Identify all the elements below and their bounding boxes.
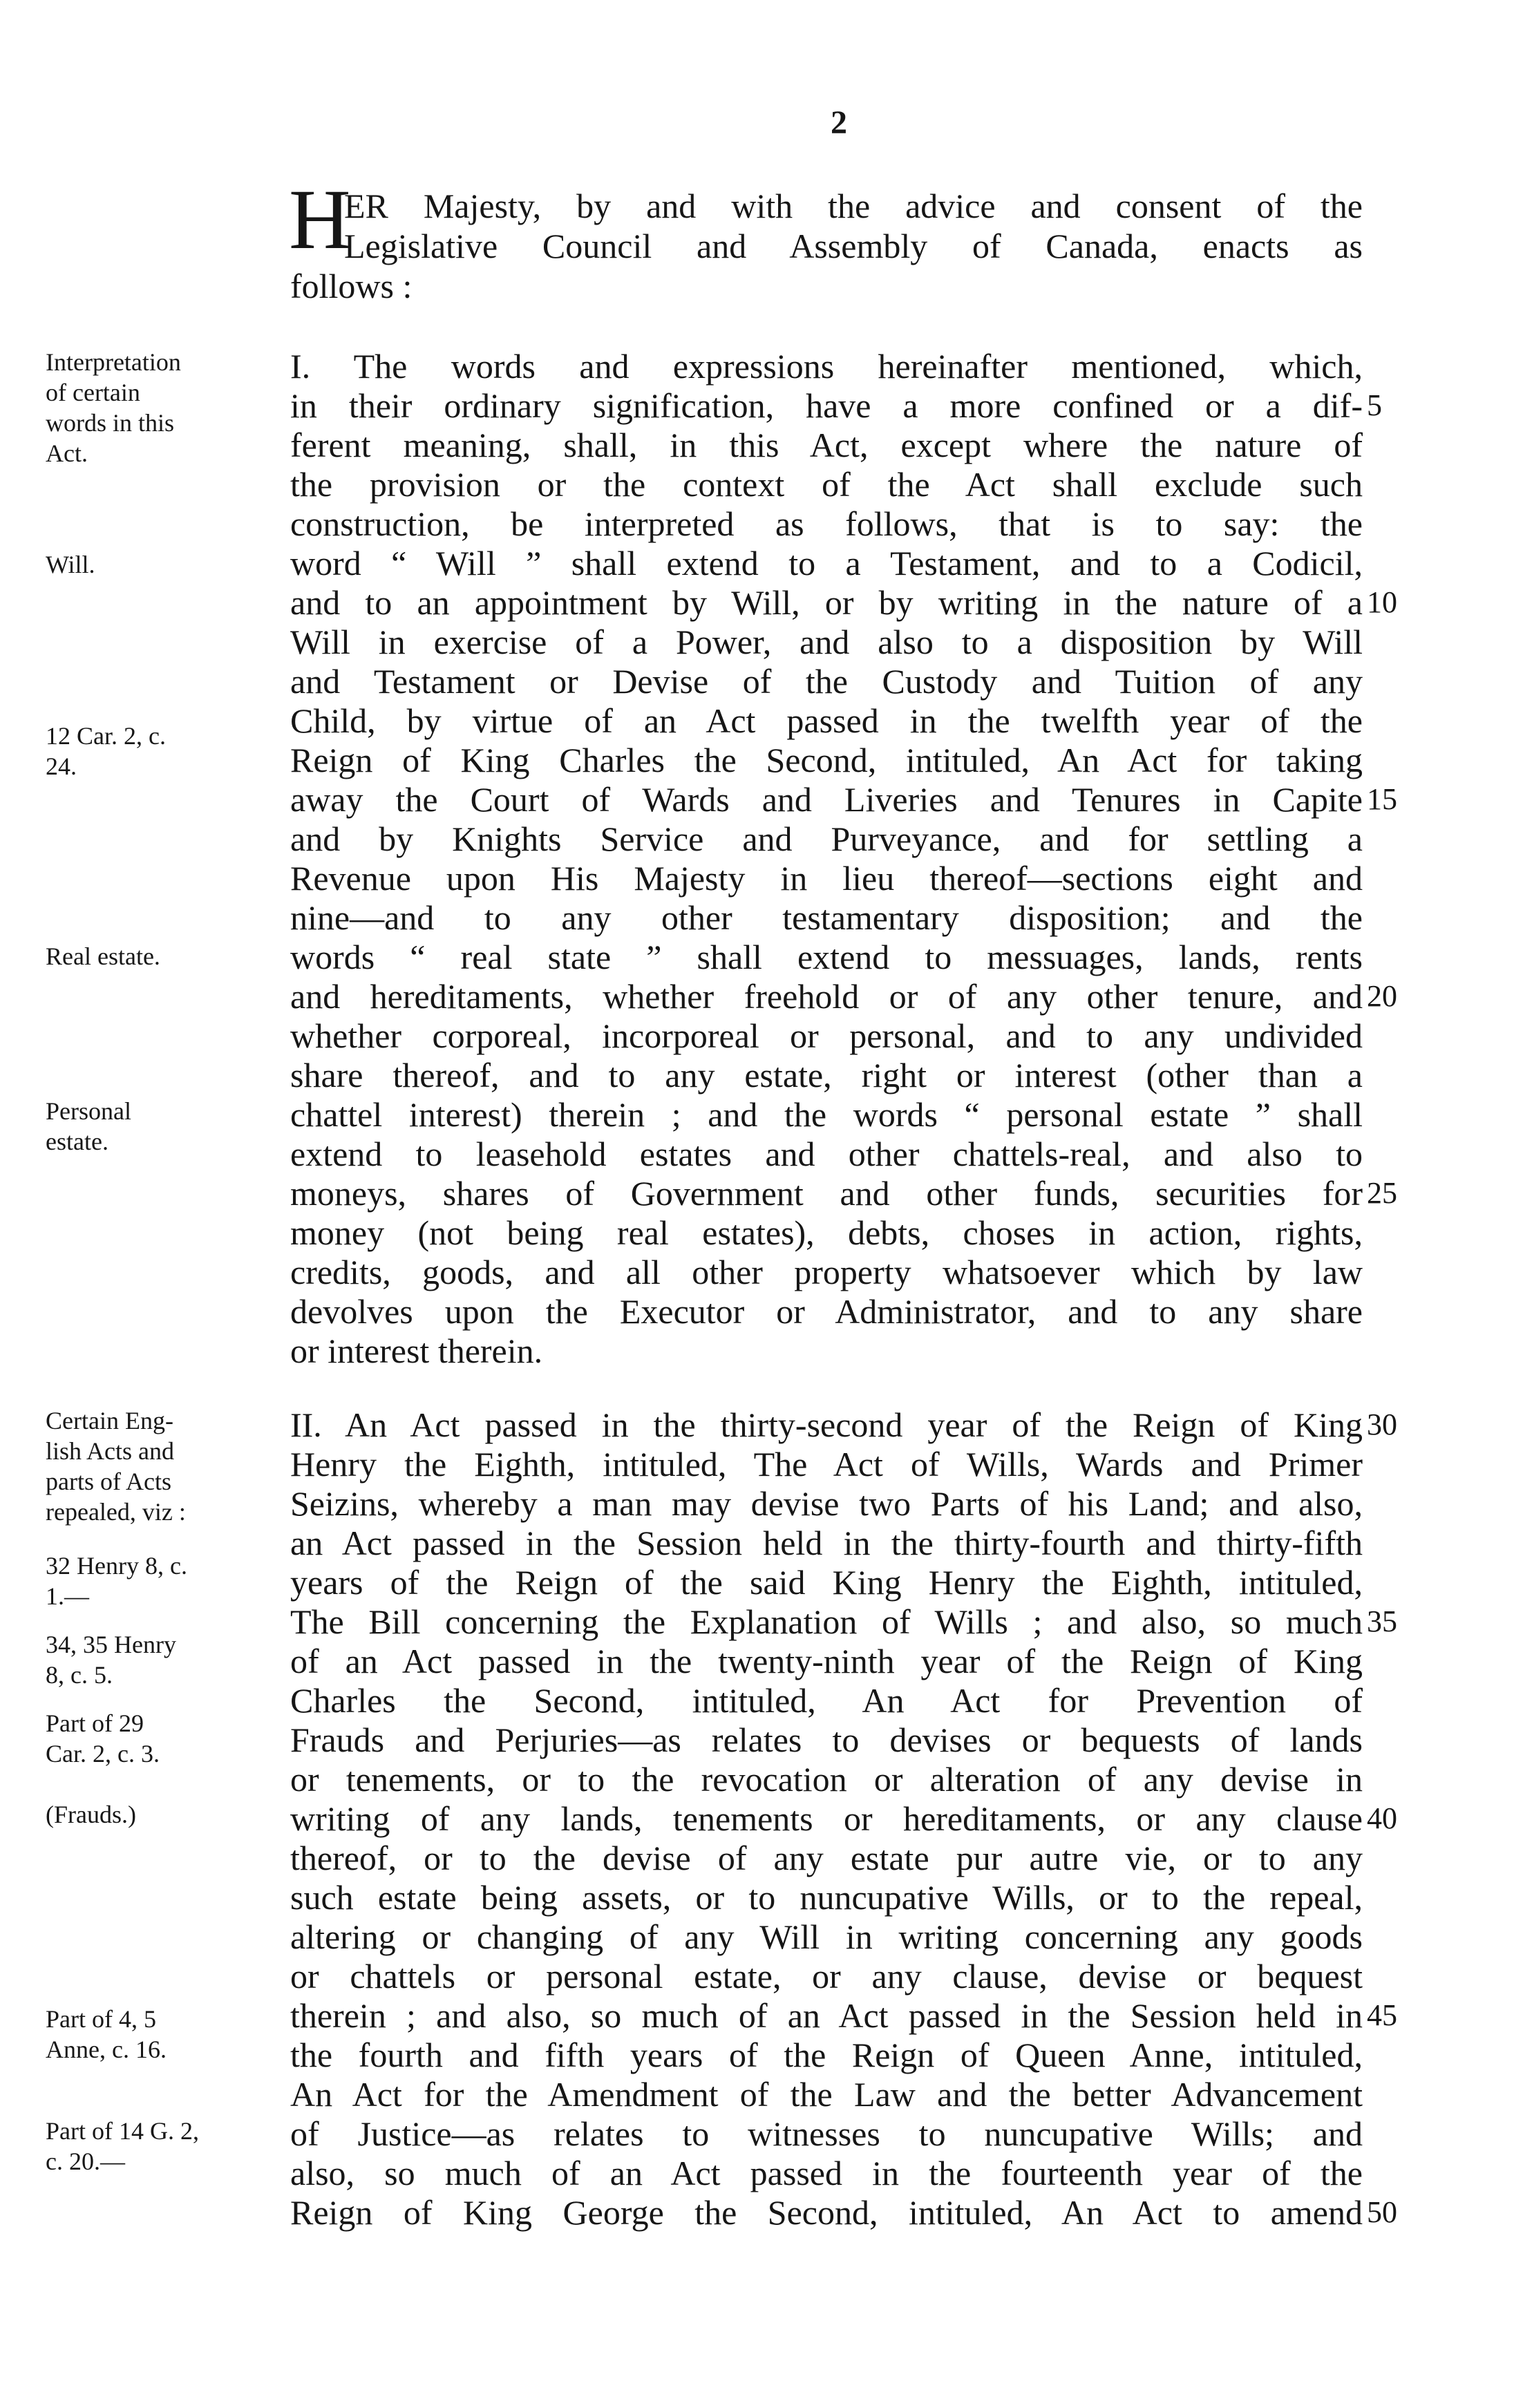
enacting-line: ER Majesty, by and with the advice and consent of the (344, 187, 1363, 225)
section-line: nine—and to any other testamentary disposition; and the (290, 898, 1363, 937)
section-line: words “ real state ” shall extend to messuages, lands, rents (290, 938, 1363, 976)
section-line: devolves upon the Executor or Administrator, and to any share (290, 1292, 1363, 1331)
section-line: years of the Reign of the said King Henry the Eighth, intituled, (290, 1563, 1363, 1602)
section-line: extend to leasehold estates and other chattels-real, and also to (290, 1135, 1363, 1173)
margin-note-frauds (46, 1799, 274, 1830)
section-line: or tenements, or to the revocation or alteration of any devise in (290, 1760, 1363, 1799)
section-line: and Testament or Devise of the Custody and Tuition of any (290, 662, 1363, 701)
margin-note-henry8-c5 (46, 1629, 274, 1690)
section-line: Will in exercise of a Power, and also to a disposition by Will (290, 623, 1363, 661)
line-number: 15 (1367, 782, 1397, 816)
section-line: whether corporeal, incorporeal or personal, and to any undivided (290, 1016, 1363, 1055)
section-line: in their ordinary signification, have a more confined or a dif- (290, 386, 1363, 425)
section-line: credits, goods, and all other property whatsoever which by law (290, 1253, 1363, 1291)
line-number: 40 (1367, 1801, 1397, 1835)
margin-note-line: Real estate. (46, 942, 160, 970)
section-line: Reign of King Charles the Second, intituled, An Act for taking (290, 741, 1363, 779)
section-line: writing of any lands, tenements or hereditaments, or any clause (290, 1799, 1363, 1838)
margin-note-line: Act. (46, 439, 88, 467)
margin-note-line: Part of 4, 5 (46, 2005, 156, 2033)
section-line: construction, be interpreted as follows, that is to say: the (290, 504, 1363, 543)
margin-note-line: 24. (46, 752, 77, 780)
section-line: Seizins, whereby a man may devise two Parts of his Land; and also, (290, 1484, 1363, 1523)
margin-note-car2-c3 (46, 1708, 274, 1769)
margin-note-anne-c16 (46, 2004, 274, 2065)
section-line: share thereof, and to any estate, right or interest (other than a (290, 1056, 1363, 1094)
section-line: I. The words and expressions hereinafter mentioned, which, (290, 347, 1363, 386)
section-line: such estate being assets, or to nuncupative Wills, or to the repeal, (290, 1878, 1363, 1917)
margin-note-line: parts of Acts (46, 1468, 171, 1495)
section-line: Child, by virtue of an Act passed in the twelfth year of the (290, 701, 1363, 740)
margin-note-line: Personal (46, 1097, 131, 1125)
section-line: away the Court of Wards and Liveries and Tenures in Capite (290, 780, 1363, 819)
section-line: The Bill concerning the Explanation of Wills ; and also, so much (290, 1602, 1363, 1641)
margin-note-line: Will. (46, 551, 95, 578)
line-number: 30 (1367, 1407, 1397, 1441)
section-line: or interest therein. (290, 1331, 543, 1370)
section-line: ferent meaning, shall, in this Act, except where the nature of (290, 426, 1363, 464)
margin-note-line: estate. (46, 1128, 108, 1155)
section-line: Charles the Second, intituled, An Act for Prevention of (290, 1681, 1363, 1720)
line-number: 10 (1367, 585, 1397, 619)
section-line: moneys, shares of Government and other funds, securities for (290, 1174, 1363, 1213)
margin-note-line: Anne, c. 16. (46, 2036, 167, 2063)
section-line: the fourth and fifth years of the Reign of Queen Anne, intituled, (290, 2036, 1363, 2074)
margin-note-line: words in this (46, 409, 175, 437)
page-number: 2 (831, 104, 847, 141)
section-line: money (not being real estates), debts, choses in action, rights, (290, 1213, 1363, 1252)
section-line: the provision or the context of the Act shall exclude such (290, 465, 1363, 504)
drop-cap: H (289, 172, 351, 267)
section-line: of an Act passed in the twenty-ninth year of the Reign of King (290, 1642, 1363, 1680)
margin-note-line: (Frauds.) (46, 1801, 136, 1828)
margin-note-real-estate (46, 941, 274, 971)
margin-note-line: lish Acts and (46, 1437, 174, 1465)
margin-note-henry8-c1 (46, 1551, 274, 1611)
section-line: also, so much of an Act passed in the fourteenth year of the (290, 2154, 1363, 2192)
section-line: an Act passed in the Session held in the thirty-fourth and thirty-fifth (290, 1524, 1363, 1562)
section-line: thereof, or to the devise of any estate pur autre vie, or to any (290, 1839, 1363, 1877)
margin-note-line: 8, c. 5. (46, 1661, 113, 1689)
section-line: Reign of King George the Second, intituled, An Act to amend (290, 2193, 1363, 2232)
line-number: 5 (1367, 388, 1382, 422)
section-line: of Justice—as relates to witnesses to nuncupative Wills; and (290, 2114, 1363, 2153)
section-line: and by Knights Service and Purveyance, and for settling a (290, 819, 1363, 858)
margin-note-line: Part of 29 (46, 1709, 144, 1737)
margin-note-line: 34, 35 Henry (46, 1631, 176, 1658)
section-line: An Act for the Amendment of the Law and the better Advancement (290, 2075, 1363, 2114)
margin-note-will (46, 549, 274, 580)
line-number: 45 (1367, 1998, 1397, 2032)
section-line: Henry the Eighth, intituled, The Act of Wills, Wards and Primer (290, 1445, 1363, 1483)
section-line: altering or changing of any Will in writing concerning any goods (290, 1917, 1363, 1956)
section-line: and hereditaments, whether freehold or of any other tenure, and (290, 977, 1363, 1016)
margin-note-line: Certain Eng- (46, 1407, 173, 1434)
section-line: chattel interest) therein ; and the words “ personal estate ” shall (290, 1095, 1363, 1134)
margin-note-line: 1.— (46, 1582, 89, 1610)
section-line: II. An Act passed in the thirty-second year of the Reign of King (290, 1405, 1363, 1444)
margin-note-car2-c24 (46, 721, 274, 781)
enacting-line: follows : (290, 267, 413, 305)
margin-note-personal-estate (46, 1096, 274, 1157)
margin-note-line: Part of 14 G. 2, (46, 2117, 199, 2145)
section-line: therein ; and also, so much of an Act passed in the Session held in (290, 1996, 1363, 2035)
margin-note-line: c. 20.— (46, 2148, 125, 2175)
margin-note-interpretation (46, 347, 274, 468)
line-number: 35 (1367, 1604, 1397, 1638)
section-line: word “ Will ” shall extend to a Testament, and to a Codicil, (290, 544, 1363, 582)
line-number: 25 (1367, 1176, 1397, 1210)
margin-note-line: repealed, viz : (46, 1498, 186, 1526)
margin-note-line: of certain (46, 379, 140, 406)
margin-note-line: 12 Car. 2, c. (46, 722, 166, 750)
line-number: 20 (1367, 979, 1397, 1013)
section-line: Revenue upon His Majesty in lieu thereof—sections eight and (290, 859, 1363, 898)
margin-note-certain-english-acts (46, 1405, 274, 1527)
enacting-line: Legislative Council and Assembly of Canada, enacts as (344, 227, 1363, 265)
margin-note-line: 32 Henry 8, c. (46, 1552, 187, 1580)
section-line: or chattels or personal estate, or any clause, devise or bequest (290, 1957, 1363, 1995)
margin-note-george2-c20 (46, 2116, 274, 2177)
section-line: and to an appointment by Will, or by writing in the nature of a (290, 583, 1363, 622)
line-number: 50 (1367, 2195, 1397, 2229)
margin-note-line: Car. 2, c. 3. (46, 1740, 160, 1767)
margin-note-line: Interpretation (46, 348, 181, 376)
section-line: Frauds and Perjuries—as relates to devises or bequests of lands (290, 1720, 1363, 1759)
